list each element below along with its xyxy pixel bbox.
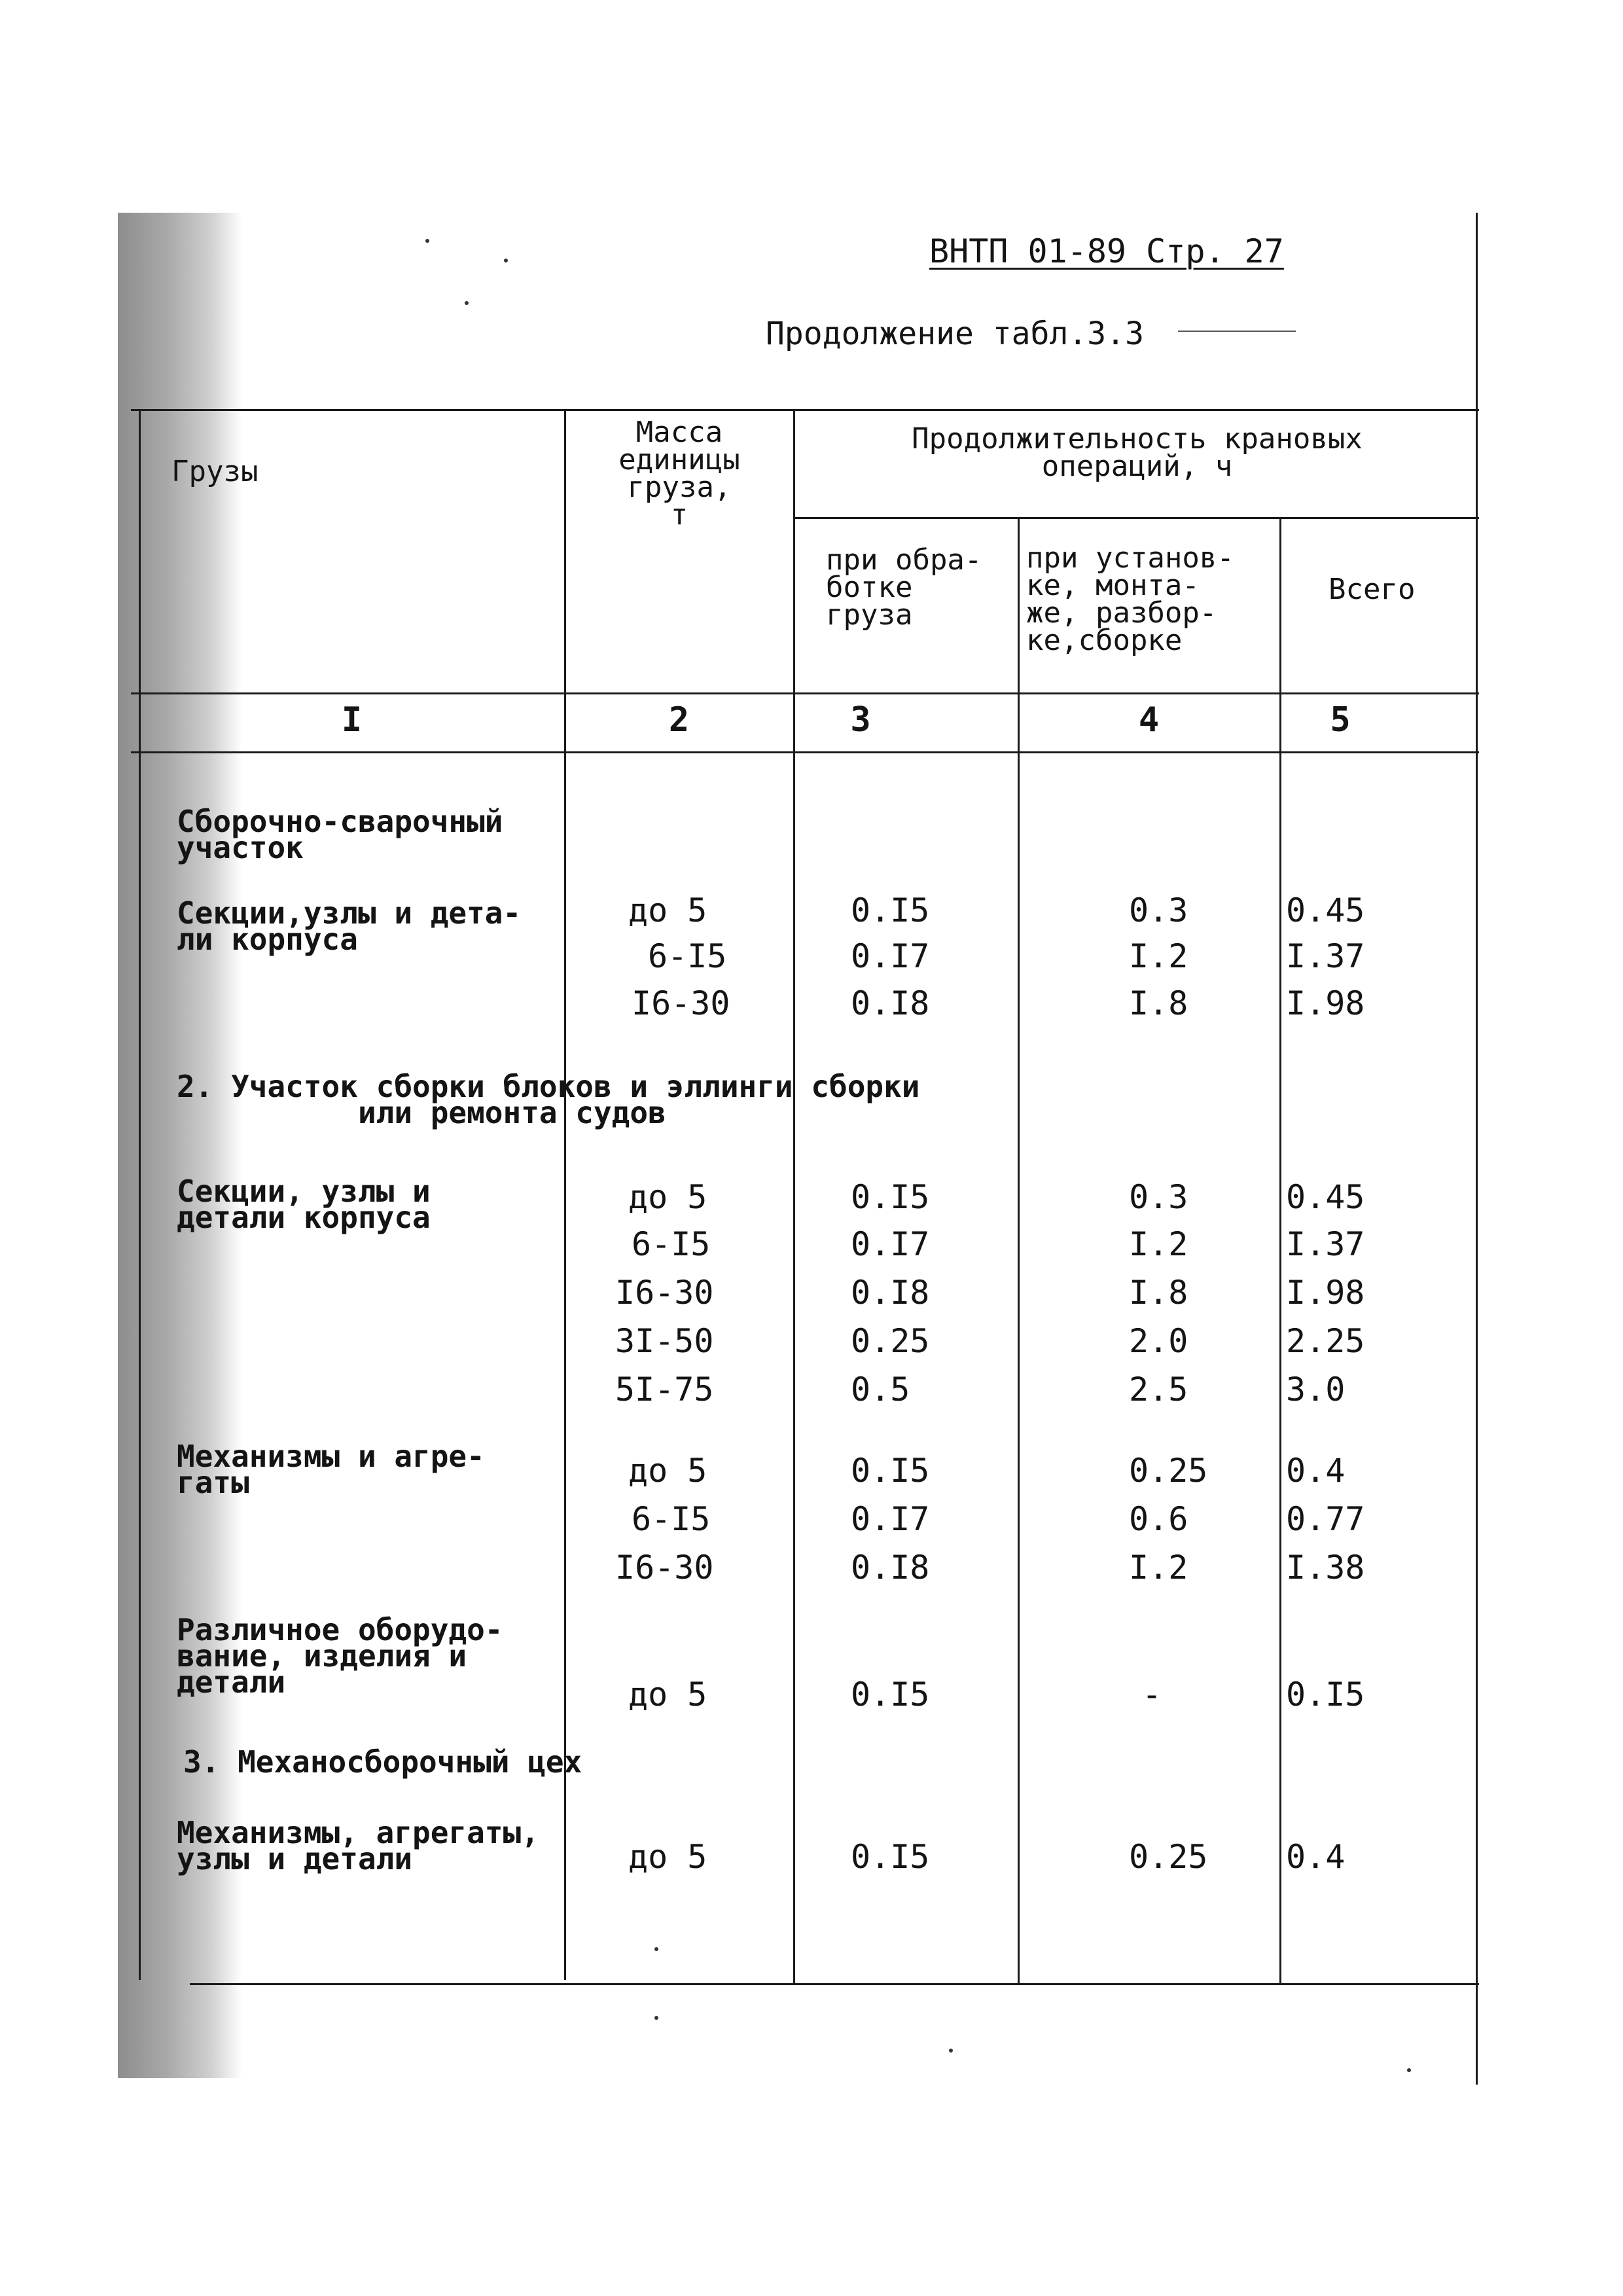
- section-title: 3. Механосборочный цех: [183, 1744, 582, 1780]
- total-cell: 2.25: [1286, 1322, 1365, 1360]
- installation-cell: I.8: [1129, 1274, 1188, 1312]
- mass-cell: 5I-75: [615, 1371, 714, 1408]
- processing-cell: 0.I7: [851, 1225, 930, 1263]
- installation-cell: I.2: [1129, 1225, 1188, 1263]
- column-number-5: 5: [1330, 700, 1351, 740]
- mass-cell: I6-30: [632, 984, 730, 1022]
- group-name: Различное оборудо- вание, изделия и детали: [177, 1612, 503, 1700]
- header-bottom-rule: [131, 692, 1479, 694]
- mass-cell: до 5: [628, 891, 707, 929]
- total-cell: 0.45: [1286, 891, 1365, 929]
- table-left-border: [139, 409, 141, 1980]
- processing-cell: 0.I5: [851, 891, 930, 929]
- table-continuation-label: Продолжение табл.3.3: [766, 315, 1144, 352]
- mass-cell: до 5: [628, 1178, 707, 1216]
- total-cell: I.98: [1286, 984, 1365, 1022]
- total-cell: 0.45: [1286, 1178, 1365, 1216]
- installation-cell: I.2: [1129, 1549, 1188, 1587]
- processing-cell: 0.I5: [851, 1178, 930, 1216]
- total-cell: 0.4: [1286, 1838, 1346, 1876]
- scan-speck: [425, 239, 429, 243]
- document-reference: ВНТП 01-89 Стр. 27: [929, 232, 1284, 270]
- installation-cell: 0.25: [1129, 1838, 1208, 1876]
- installation-cell: I.8: [1129, 984, 1188, 1022]
- installation-cell: 0.6: [1129, 1500, 1188, 1538]
- scan-speck: [654, 2016, 658, 2020]
- mass-cell: 6-I5: [648, 937, 727, 975]
- scan-speck: [949, 2049, 953, 2053]
- column-header-cargo: Грузы: [171, 455, 259, 488]
- mass-cell: до 5: [628, 1838, 707, 1876]
- mass-cell: I6-30: [615, 1274, 714, 1312]
- total-cell: 3.0: [1286, 1371, 1346, 1408]
- column-number-2: 2: [668, 700, 690, 740]
- column-number-3: 3: [850, 700, 871, 740]
- scan-speck: [465, 301, 469, 305]
- installation-cell: 0.25: [1129, 1452, 1208, 1490]
- processing-cell: 0.I8: [851, 1274, 930, 1312]
- installation-cell: 2.5: [1129, 1371, 1188, 1408]
- scan-shadow: [118, 213, 242, 2078]
- group-name: Механизмы, агрегаты, узлы и детали: [177, 1815, 539, 1876]
- installation-cell: 2.0: [1129, 1322, 1188, 1360]
- total-cell: I.37: [1286, 1225, 1365, 1263]
- mass-cell: 6-I5: [632, 1225, 711, 1263]
- processing-cell: 0.25: [851, 1322, 930, 1360]
- subheader-rule: [795, 517, 1479, 519]
- mass-cell: до 5: [628, 1452, 707, 1490]
- total-cell: 0.4: [1286, 1452, 1346, 1490]
- group-name: Механизмы и агре- гаты: [177, 1439, 485, 1500]
- mass-cell: до 5: [628, 1676, 707, 1713]
- scan-speck: [654, 1947, 658, 1951]
- processing-cell: 0.I7: [851, 1500, 930, 1538]
- total-cell: I.38: [1286, 1549, 1365, 1587]
- processing-cell: 0.I8: [851, 1549, 930, 1587]
- column-divider-2: [793, 409, 795, 1983]
- column-header-processing: при обра- ботке груза: [826, 543, 982, 632]
- column-header-duration: Продолжительность крановых операций, ч: [912, 422, 1363, 483]
- installation-cell: 0.3: [1129, 891, 1188, 929]
- total-cell: 0.I5: [1286, 1676, 1365, 1713]
- scan-speck: [504, 259, 508, 262]
- processing-cell: 0.I7: [851, 937, 930, 975]
- total-cell: I.37: [1286, 937, 1365, 975]
- processing-cell: 0.I5: [851, 1452, 930, 1490]
- mass-cell: 6-I5: [632, 1500, 711, 1538]
- table-right-border: [1476, 213, 1478, 2085]
- dash-mark: [1178, 331, 1296, 332]
- processing-cell: 0.5: [851, 1371, 910, 1408]
- table-top-rule: [131, 409, 1479, 411]
- processing-cell: 0.I8: [851, 984, 930, 1022]
- column-number-4: 4: [1138, 700, 1160, 740]
- section-title: Сборочно-сварочный участок: [177, 804, 503, 865]
- installation-cell: I.2: [1129, 937, 1188, 975]
- processing-cell: 0.I5: [851, 1676, 930, 1713]
- mass-cell: I6-30: [615, 1549, 714, 1587]
- column-number-rule: [131, 751, 1479, 753]
- scan-speck: [1407, 2068, 1411, 2072]
- installation-cell: -: [1142, 1676, 1162, 1713]
- processing-cell: 0.I5: [851, 1838, 930, 1876]
- total-cell: 0.77: [1286, 1500, 1365, 1538]
- column-number-1: I: [341, 700, 363, 740]
- section-title: 2. Участок сборки блоков и эллинги сборки или ремонта судов: [177, 1069, 920, 1130]
- total-cell: I.98: [1286, 1274, 1365, 1312]
- mass-cell: 3I-50: [615, 1322, 714, 1360]
- group-name: Секции,узлы и дета- ли корпуса: [177, 895, 522, 957]
- group-name: Секции, узлы и детали корпуса: [177, 1174, 431, 1235]
- table-bottom-rule: [190, 1983, 1479, 1985]
- column-header-mass: Масса единицы груза, т: [618, 416, 740, 531]
- column-header-installation: при установ- ке, монта- же, разбор- ке,сборке: [1026, 541, 1234, 657]
- column-header-total: Всего: [1329, 573, 1416, 606]
- installation-cell: 0.3: [1129, 1178, 1188, 1216]
